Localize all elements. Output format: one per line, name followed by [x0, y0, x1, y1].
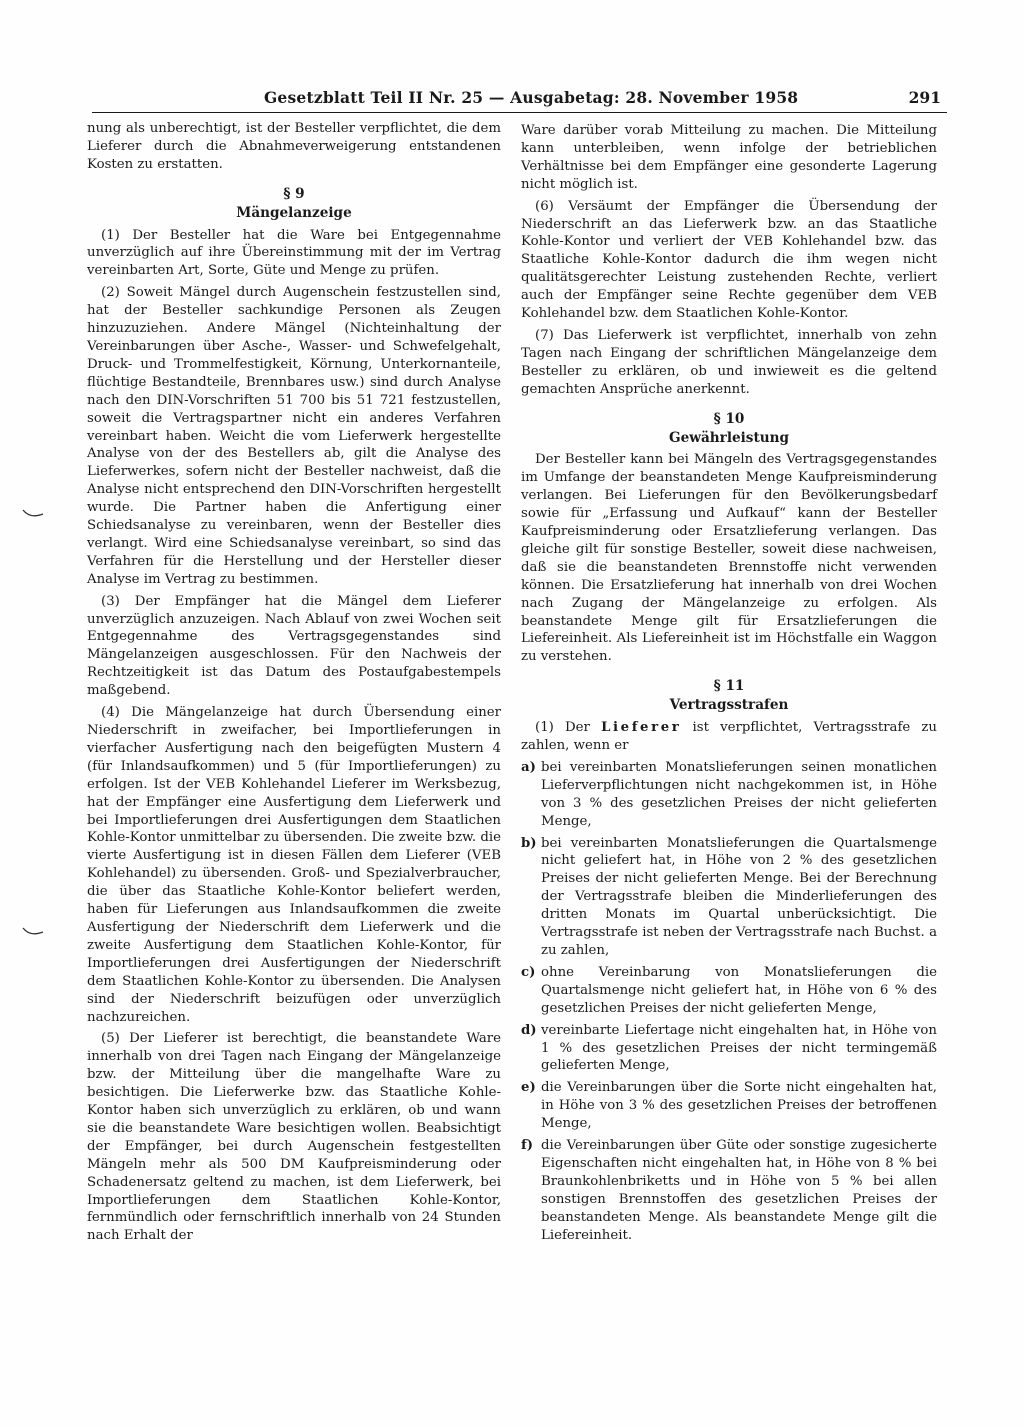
paragraph-continued: nung als unberechtigt, ist der Besteller verpflichtet, die dem Lieferer durch die Abnahmeverweigerung entstandenen Kosten zu erstatten.: [87, 121, 501, 172]
list-text: bei vereinbarten Monatslieferungen die Quartalsmenge nicht geliefert hat, in Höhe von 2 % des gesetzlichen Preises der nicht gelieferten Menge. Bei der Berechnung der Vertragsstrafe bleiben die Minderlieferungen des dritten Monats im Quartal unberücksichtigt. Die Vertragsstrafe ist neben der Vertragsstrafe nach Buchst. a zu zahlen,: [541, 835, 937, 958]
paragraph: (5) Der Lieferer ist berechtigt, die beanstandete Ware innerhalb von drei Tagen nach Eingang der Mängelanzeige bzw. der Mitteilung über die mangelhafte Ware zu besichtigen. Die Lieferwerke bzw. das Staatliche Kohle-Kontor haben sich unverzüglich zu erklären, ob und wann sie die beanstandete Ware besichtigen wollen. Beabsichtigt der Empfänger, bei durch Augenschein festgestellten Mängeln mehr als 500 DM Kaufpreisminderung oder Schadenersatz geltend zu machen, ist dem Lieferwerk, bei Importlieferungen dem Staatlichen Kohle-Kontor, fernmündlich oder fernschriftlich innerhalb von 24 Stunden nach Erhalt der: [87, 1031, 501, 1244]
list-label: a): [521, 759, 536, 775]
paragraph: (3) Der Empfänger hat die Mängel dem Lieferer unverzüglich anzuzeigen. Nach Ablauf von zwei Wochen seit Entgegennahme des Vertragsgegenstandes sind Mängelanzeigen ausgeschlossen. Für den Nachweis der Rechtzeitigkeit ist das Datum des Postaufgabestempels maßgebend.: [87, 593, 501, 699]
intro-text: ist verpflichtet, Vertragsstrafe zu zahlen, wenn er: [521, 720, 937, 753]
spaced-emphasis: Lieferer: [601, 720, 682, 736]
list-text: bei vereinbarten Monatslieferungen seinen monatlichen Lieferverpflichtungen nicht nachgekommen ist, in Höhe von 3 % des gesetzlichen Preises der nicht gelieferten Menge,: [541, 759, 937, 829]
list-item: [521, 759, 937, 831]
list-text: vereinbarte Liefertage nicht eingehalten hat, in Höhe von 1 % des gesetzlichen Preises der nicht termingemäß gelieferten Menge,: [541, 1022, 937, 1074]
paragraph: (7) Das Lieferwerk ist verpflichtet, innerhalb von zehn Tagen nach Eingang der schriftlichen Mängelanzeige dem Besteller zu erklären, ob und inwieweit es die geltend gemachten Ansprüche anerkennt.: [521, 327, 937, 397]
list-text: die Vereinbarungen über Güte oder sonstige zugesicherte Eigenschaften nicht eingehalten hat, in Höhe von 8 % bei Braunkohlenbriketts und in Höhe von 5 % bei allen sonstigen Brennstoffen des gesetzlichen Preises der beanstandeten Menge. Als beanstandete Menge gilt die Liefereinheit.: [541, 1138, 937, 1243]
intro-text: (1) Der: [535, 720, 590, 736]
section-9-number: § 9: [283, 185, 305, 202]
page-header: [92, 86, 947, 113]
paragraph: [521, 719, 937, 755]
list-item: [521, 1079, 937, 1133]
list-text: die Vereinbarungen über die Sorte nicht eingehalten hat, in Höhe von 3 % des gesetzlichen Preises der betroffenen Menge,: [541, 1080, 937, 1132]
paragraph: Der Besteller kann bei Mängeln des Vertragsgegenstandes im Umfange der beanstandeten Menge Kaufpreisminderung verlangen. Bei Lieferungen für den Bevölkerungsbedarf sowie für „Erfassung und Aufkauf“ kann der Besteller Kaufpreisminderung oder Ersatzlieferung verlangen. Das gleiche gilt für sonstige Besteller, soweit diese nachweisen, daß sie die beanstandeten Brennstoffe nicht verwenden können. Die Ersatzlieferung hat innerhalb von drei Wochen nach Zugang der Mängelanzeige zu erfolgen. Als beanstandete Menge gilt für Ersatzlieferungen die Liefereinheit. Als Liefereinheit ist im Höchstfalle ein Waggon zu verstehen.: [521, 452, 937, 665]
paragraph: (6) Versäumt der Empfänger die Übersendung der Niederschrift an das Lieferwerk bzw. an das Staatliche Kohle-Kontor und verliert der VEB Kohlehandel bzw. das Staatliche Kohle-Kontor dadurch die ihm wegen nicht qualitätsgerechter Leistung zustehenden Rechte, verliert auch der Empfänger seine Rechte gegenüber dem VEB Kohlehandel bzw. dem Staatlichen Kohle-Kontor.: [521, 198, 937, 322]
paragraph-continued: Ware darüber vorab Mitteilung zu machen. Die Mitteilung kann unterbleiben, wenn infolge der betrieblichen Verhältnisse bei dem Empfänger eine gesonderte Lagerung nicht möglich ist.: [521, 123, 937, 192]
list-label: c): [521, 964, 536, 980]
right-column: [521, 122, 937, 1248]
list-item: [521, 1022, 937, 1076]
margin-check-mark: [22, 925, 44, 939]
list-text: ohne Vereinbarung von Monatslieferungen die Quartalsmenge nicht geliefert hat, in Höhe von 6 % des gesetzlichen Preises der nicht gelieferten Menge,: [541, 964, 937, 1016]
paragraph: (1) Der Besteller hat die Ware bei Entgegennahme unverzüglich auf ihre Übereinstimmung mit der im Vertrag vereinbarten Art, Sorte, Güte und Menge zu prüfen.: [87, 227, 501, 279]
list-label: f): [521, 1138, 534, 1154]
section-10-number: § 10: [713, 410, 745, 427]
list-label: d): [521, 1022, 537, 1038]
margin-check-mark: [22, 507, 44, 521]
penalty-list: [521, 759, 937, 1245]
header-title: Gesetzblatt Teil II Nr. 25 — Ausgabetag: 28. November 1958: [264, 88, 799, 107]
section-11-title: Vertragsstrafen: [669, 697, 789, 714]
paragraph: (2) Soweit Mängel durch Augenschein festzustellen sind, hat der Besteller sachkundige Personen als Zeugen hinzuzuziehen. Andere Mängel (Nichteinhaltung der Vereinbarungen über Asche-, Wasser- und Schwefelgehalt, Druck- und Trommelfestigkeit, Körnung, Unterkornanteile, flüchtige Bestandteile, Brennbares usw.) sind durch Analyse nach den DIN-Vorschriften 51 700 bis 51 721 festzustellen, soweit die Vertragspartner nicht ein anderes Verfahren vereinbart haben. Weicht die vom Lieferwerk hergestellte Analyse von der des Bestellers ab, gilt die Analyse des Lieferwerkes, sofern nicht der Besteller nachweist, daß die Analyse nicht entsprechend den DIN-Vorschriften hergestellt wurde. Die Partner haben die Anfertigung einer Schiedsanalyse zu vereinbaren, wenn der Besteller dies verlangt. Wird eine Schiedsanalyse vereinbart, so sind das Verfahren für die Herstellung und der Hersteller dieser Analyse im Vertrag zu bestimmen.: [87, 285, 501, 587]
list-item: [521, 964, 937, 1018]
list-label: e): [521, 1080, 536, 1096]
section-9-title: Mängelanzeige: [236, 204, 352, 221]
page-number: 291: [908, 88, 941, 107]
section-11-number: § 11: [713, 678, 745, 695]
list-item: [521, 1137, 937, 1244]
list-item: [521, 835, 937, 960]
section-10-title: Gewährleistung: [669, 429, 789, 446]
left-column: [87, 120, 501, 1249]
list-label: b): [521, 835, 537, 851]
paragraph: (4) Die Mängelanzeige hat durch Übersendung einer Niederschrift in zweifacher, bei Importlieferungen in vierfacher Ausfertigung nach den beigefügten Mustern 4 (für Inlandsaufkommen) und 5 (für Importlieferungen) zu erfolgen. Ist der VEB Kohlehandel Lieferer im Werksbezug, hat der Empfänger eine Ausfertigung dem Lieferwerk und bei Importlieferungen drei Ausfertigungen dem Staatlichen Kohle-Kontor unmittelbar zu übersenden. Die zweite bzw. die vierte Ausfertigung ist in diesen Fällen dem Lieferer (VEB Kohlehandel) zu übersenden. Groß- und Spezialverbraucher, die über das Staatliche Kohle-Kontor beliefert werden, haben für Lieferungen aus Inlandsaufkommen die zweite Ausfertigung der Niederschrift dem Lieferwerk und die zweite Ausfertigung dem Staatlichen Kohle-Kontor, für Importlieferungen drei Ausfertigungen der Niederschrift dem Staatlichen Kohle-Kontor zu übersenden. Die Analysen sind der Niederschrift beizufügen oder unverzüglich nachzureichen.: [87, 705, 501, 1025]
